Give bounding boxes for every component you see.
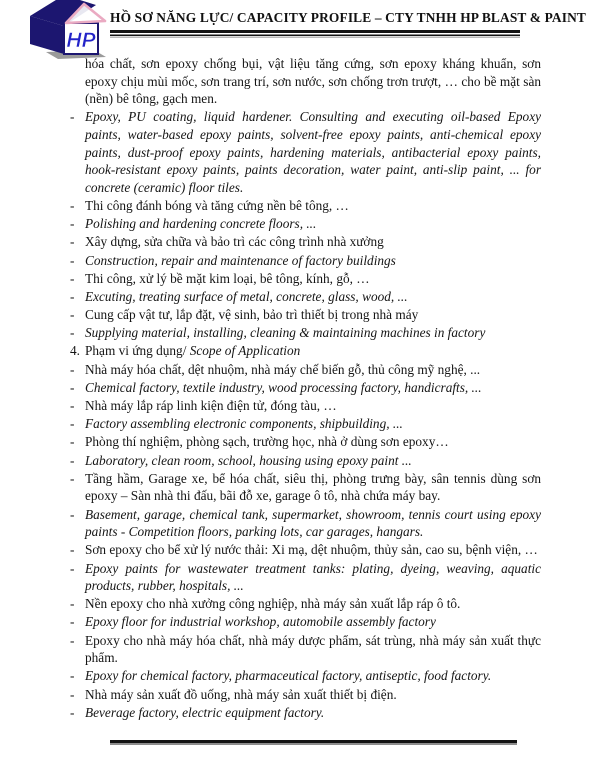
list-marker: - (70, 686, 75, 702)
list-item (70, 506, 541, 541)
list-marker: - (70, 379, 75, 395)
list-text: Tầng hầm, Garage xe, bể hóa chất, siêu thị, phòng trưng bày, sân tennis dùng sơn epoxy – Sàn nhà thi đấu, bãi đỗ xe, garage ô tô, nhà chứa máy bay. (85, 470, 541, 504)
list-text: Epoxy cho nhà máy hóa chất, nhà máy dược phẩm, sát trùng, nhà máy sản xuất thực phẩm. (85, 632, 541, 666)
company-logo-icon (22, 0, 108, 60)
list-item (70, 433, 541, 451)
list-marker: - (70, 416, 75, 432)
list-text: Nhà máy sản xuất đồ uống, nhà máy sản xuất thiết bị điện. (85, 686, 397, 702)
list-marker: - (70, 704, 75, 720)
list-item (70, 306, 541, 324)
list-marker: - (70, 234, 75, 250)
list-item (70, 108, 541, 196)
list-text: Polishing and hardening concrete floors, ... (85, 216, 317, 232)
list-item (70, 632, 541, 667)
page-title: HỒ SƠ NĂNG LỰC/ CAPACITY PROFILE – CTY TNHH HP BLAST & PAINT (110, 10, 586, 25)
list-item (70, 397, 541, 415)
list-item (70, 197, 541, 215)
list-text-italic: Scope of Application (186, 343, 301, 359)
list-item (70, 270, 541, 288)
footer-divider (110, 740, 517, 745)
list-text: Epoxy for chemical factory, pharmaceutical factory, antiseptic, food factory. (85, 668, 492, 684)
list-item (70, 342, 541, 360)
list-text: Epoxy, PU coating, liquid hardener. Consulting and executing oil-based Epoxy paints, water-based epoxy paints, solvent-free epoxy paints, anti-chemical epoxy paints, dust-proof epoxy paints, hardening materials, antibacterial epoxy paints, hook-resistant epoxy paints, paints decoration, water paint, anti-slip paint, ... for concrete (ceramic) floor tiles. (85, 109, 541, 195)
list-marker: - (70, 506, 75, 522)
list-text: Nhà máy lắp ráp linh kiện điện tử, đóng tàu, … (85, 398, 337, 413)
list-item (70, 215, 541, 233)
list-marker: - (70, 596, 75, 612)
content-list (0, 55, 607, 722)
list-text: Factory assembling electronic components, shipbuilding, ... (85, 416, 403, 432)
list-marker: - (70, 470, 75, 486)
list-item (70, 379, 541, 397)
list-item (70, 595, 541, 613)
list-item (70, 233, 541, 251)
list-marker: - (70, 614, 75, 630)
list-text: Chemical factory, textile industry, wood processing factory, handicrafts, ... (85, 379, 482, 395)
list-item (70, 613, 541, 631)
list-text: Epoxy floor for industrial workshop, automobile assembly factory (85, 614, 436, 630)
list-text: Basement, garage, chemical tank, supermarket, showroom, tennis court using epoxy paints - Competition floors, parking lots, car garages, hangars. (85, 506, 541, 540)
list-marker: - (70, 197, 75, 213)
list-item (70, 55, 541, 108)
list-marker: - (70, 398, 75, 413)
list-item (70, 361, 541, 379)
list-item (70, 452, 541, 470)
logo-letters: HP (66, 29, 96, 52)
list-text: Epoxy paints for wastewater treatment tanks: plating, dyeing, weaving, aquatic products, rubber, hospitals, ... (85, 560, 541, 594)
list-text: Nền epoxy cho nhà xưởng công nghiệp, nhà máy sản xuất lắp ráp ô tô. (85, 596, 461, 612)
list-marker: - (70, 632, 75, 648)
list-text: Construction, repair and maintenance of factory buildings (85, 252, 396, 268)
list-text: Xây dựng, sửa chữa và bảo trì các công trình nhà xưởng (85, 234, 384, 250)
list-item (70, 470, 541, 505)
list-text: Excuting, treating surface of metal, concrete, glass, wood, ... (85, 288, 408, 304)
list-text: hóa chất, sơn epoxy chống bụi, vật liệu tăng cứng, sơn epoxy kháng khuẩn, sơn epoxy chịu mùi mốc, sơn trang trí, sơn nước, sơn chống trơn trượt, … cho bề mặt sàn (nền) bê tông, gạch men. (85, 56, 541, 107)
list-marker: - (70, 252, 75, 268)
list-item (70, 560, 541, 595)
list-text: Thi công đánh bóng và tăng cứng nền bê tông, … (85, 197, 349, 213)
list-marker: - (70, 434, 75, 450)
list-marker: - (70, 361, 75, 377)
list-item (70, 541, 541, 559)
list-text: Sơn epoxy cho bể xử lý nước thải: Xi mạ, dệt nhuộm, thủy sản, cao su, bệnh viện, … (85, 542, 538, 558)
list-marker: - (70, 560, 75, 576)
list-item (70, 415, 541, 433)
list-item (70, 324, 541, 342)
list-marker: - (70, 307, 75, 323)
list-text: Phòng thí nghiệm, phòng sạch, trường học, nhà ở dùng sơn epoxy… (85, 434, 449, 450)
list-text: Thi công, xử lý bề mặt kim loại, bê tông, kính, gỗ, … (85, 270, 370, 286)
list-text: Nhà máy hóa chất, dệt nhuộm, nhà máy chế biến gỗ, thủ công mỹ nghệ, ... (85, 361, 481, 377)
list-marker: - (70, 288, 75, 304)
list-item (70, 288, 541, 306)
list-marker: - (70, 452, 75, 468)
list-text: Laboratory, clean room, school, housing using epoxy paint ... (85, 452, 412, 468)
list-marker: - (70, 270, 75, 286)
list-text: Phạm vi ứng dụng/ (85, 343, 187, 359)
list-item (70, 686, 541, 704)
list-text: Cung cấp vật tư, lắp đặt, vệ sinh, bảo trì thiết bị trong nhà máy (85, 307, 419, 323)
list-item (70, 704, 541, 722)
list-number: 4. (70, 343, 80, 359)
list-marker: - (70, 216, 75, 232)
list-marker: - (70, 542, 75, 558)
list-marker: - (70, 109, 75, 125)
list-text: Beverage factory, electric equipment factory. (85, 704, 325, 720)
list-marker: - (70, 325, 75, 341)
list-item (70, 667, 541, 685)
list-item (70, 252, 541, 270)
list-text: Supplying material, installing, cleaning & maintaining machines in factory (85, 325, 486, 341)
list-marker: - (70, 668, 75, 684)
header-divider (110, 30, 520, 38)
